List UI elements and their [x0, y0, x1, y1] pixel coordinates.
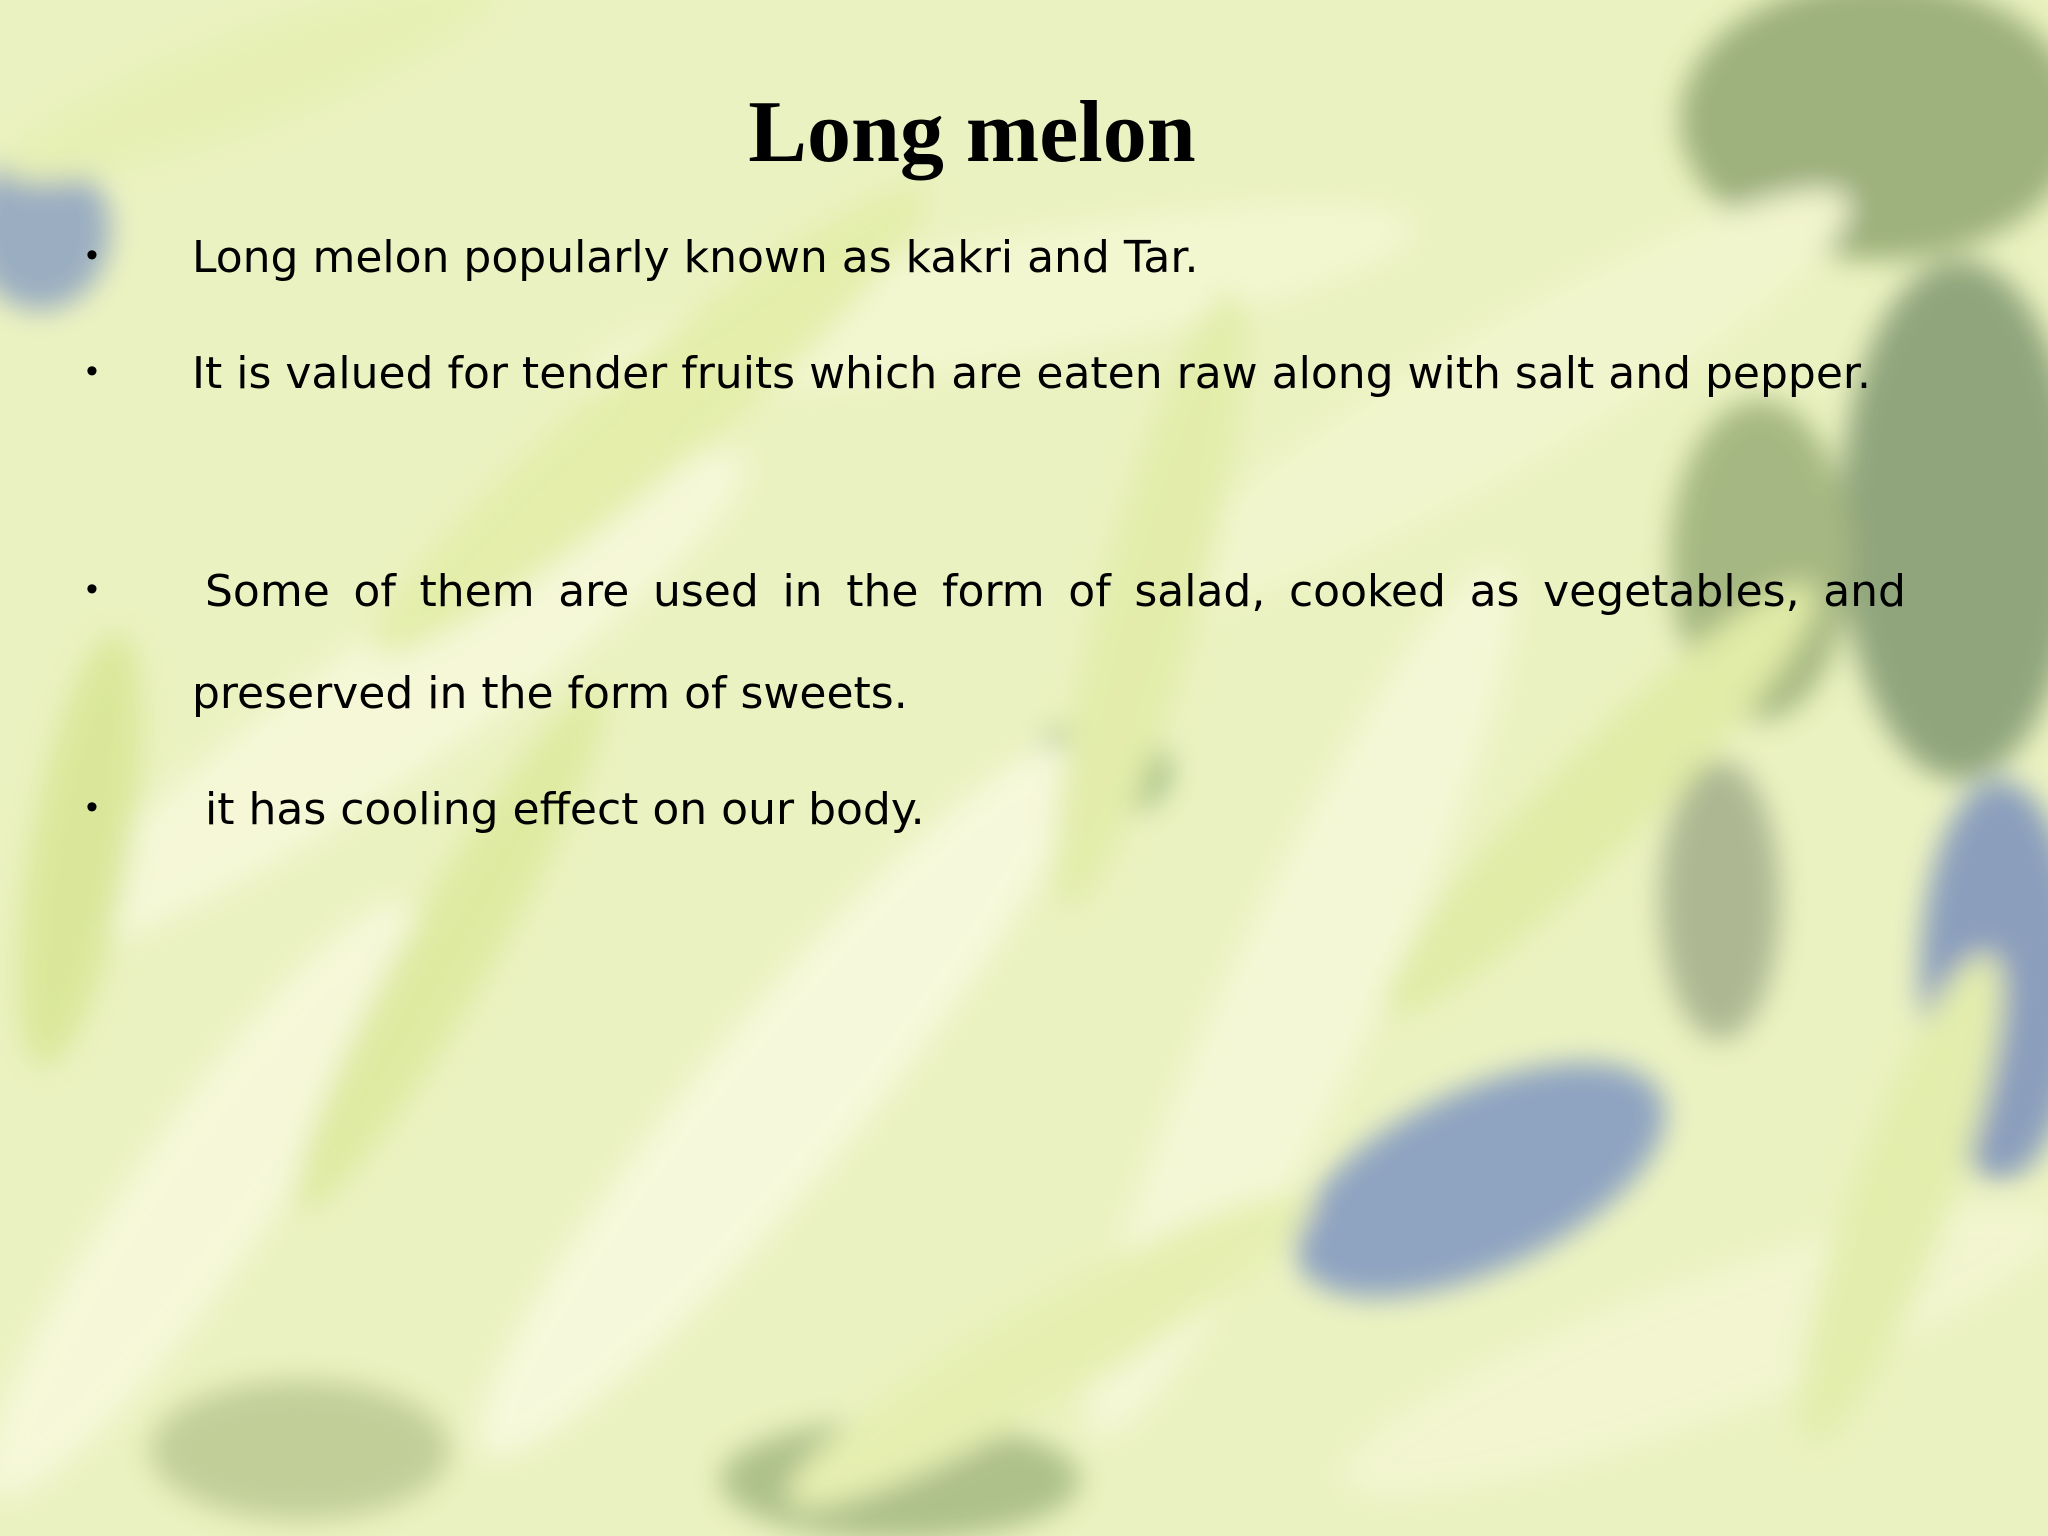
bullet-text: Long melon popularly known as kakri and Tar. [192, 232, 1199, 283]
bullet-text: It is valued for tender fruits which are eaten raw along with salt and pepper. [192, 348, 1871, 399]
bullet-marker: • [86, 788, 98, 826]
bullet-marker: • [86, 570, 98, 608]
bullet-marker: • [86, 236, 98, 274]
slide-title: Long melon [748, 84, 1196, 181]
bullet-text: it has cooling effect on our body. [205, 784, 925, 835]
bullet-marker: • [86, 352, 98, 390]
bullet-text: Some of them are used in the form of salad, cooked as vegetables, and preserved in the form of sweets. [192, 566, 1906, 719]
